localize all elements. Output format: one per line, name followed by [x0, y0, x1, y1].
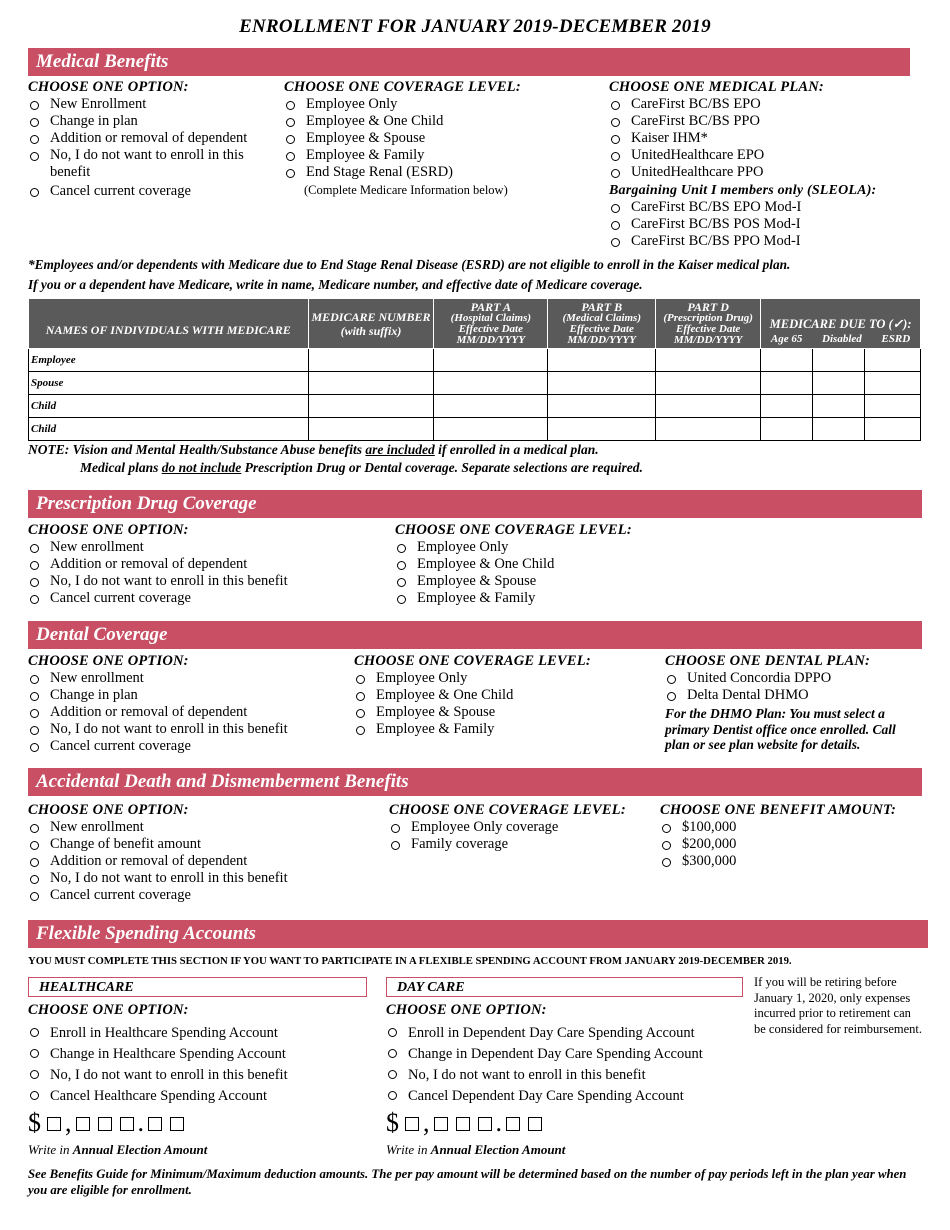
radio-carefirst-epo[interactable]: CareFirst BC/BS EPO [609, 96, 919, 113]
add-amount-group [660, 802, 930, 870]
fsa-instruction: YOU MUST COMPLETE THIS SECTION IF YOU WANT TO PARTICIPATE IN A FLEXIBLE SPENDING ACCOUNT FROM JANUARY 2019-DECEMBER 2019. [28, 955, 792, 967]
check-esrd[interactable] [864, 372, 920, 395]
input-part-b[interactable] [548, 349, 656, 372]
input-medicare-number[interactable] [308, 395, 434, 418]
check-disabled[interactable] [813, 372, 865, 395]
radio-new-enrollment[interactable]: New enrollment [28, 670, 348, 687]
input-part-b[interactable] [548, 395, 656, 418]
esrd-kaiser-note: *Employees and/or dependents with Medicare due to End Stage Renal Disease (ESRD) are not eligible to enroll in the Kaiser medical plan. [28, 257, 791, 272]
dhmo-note: For the DHMO Plan: You must select a primary Dentist office once enrolled. Call plan or see plan website for details. [665, 706, 896, 752]
radio-employee-only[interactable]: Employee Only [395, 539, 745, 556]
input-part-d[interactable] [656, 349, 761, 372]
radio-carefirst-pos-mod[interactable]: CareFirst BC/BS POS Mod-I [609, 216, 919, 233]
section-header-dental: Dental Coverage [28, 621, 922, 649]
plans-note: Medical plans do not include Prescription Drug or Dental coverage. Separate selections are required. [80, 460, 643, 475]
radio-employee-family[interactable]: Employee & Family [284, 147, 604, 164]
radio-employee-spouse[interactable]: Employee & Spouse [284, 130, 604, 147]
radio-kaiser[interactable]: Kaiser IHM* [609, 130, 919, 147]
prescription-level-group [395, 522, 745, 607]
radio-employee-one-child[interactable]: Employee & One Child [395, 556, 745, 573]
radio-delta-dental[interactable]: Delta Dental DHMO [665, 687, 925, 704]
radio-carefirst-ppo-mod[interactable]: CareFirst BC/BS PPO Mod-I [609, 233, 919, 250]
col-medicare-due: MEDICARE DUE TO (✓): Age 65 Disabled ESRD [761, 299, 921, 349]
radio-cancel-daycare[interactable]: Cancel Dependent Day Care Spending Account [386, 1086, 746, 1107]
radio-200000[interactable]: $200,000 [660, 836, 930, 853]
radio-enroll-healthcare[interactable]: Enroll in Healthcare Spending Account [28, 1023, 378, 1044]
input-part-d[interactable] [656, 418, 761, 441]
radio-change-plan[interactable]: Change in plan [28, 687, 348, 704]
check-disabled[interactable] [813, 349, 865, 372]
check-age-65[interactable] [761, 349, 813, 372]
input-part-a[interactable] [434, 372, 548, 395]
level-header: CHOOSE ONE COVERAGE LEVEL: [389, 802, 626, 818]
radio-united-concordia[interactable]: United Concordia DPPO [665, 670, 925, 687]
dental-level-group [354, 653, 654, 738]
daycare-election-caption: Write in Annual Election Amount [386, 1142, 566, 1157]
radio-decline[interactable]: No, I do not want to enroll in this benefit [28, 573, 378, 590]
healthcare-election-caption: Write in Annual Election Amount [28, 1142, 208, 1157]
medical-plan-group [609, 79, 919, 250]
daycare-label: DAY CARE [386, 977, 743, 997]
radio-change-healthcare[interactable]: Change in Healthcare Spending Account [28, 1044, 378, 1065]
radio-change-amount[interactable]: Change of benefit amount [28, 836, 378, 853]
section-header-medical: Medical Benefits [28, 48, 910, 76]
radio-change-plan[interactable]: Change in plan [28, 113, 278, 130]
radio-employee-family[interactable]: Employee & Family [354, 721, 654, 738]
vision-note: NOTE: Vision and Mental Health/Substance Abuse benefits are included if enrolled in a medical plan. [28, 442, 599, 457]
row-label: Child [29, 418, 309, 441]
input-part-d[interactable] [656, 372, 761, 395]
col-medicare-number: MEDICARE NUMBER (with suffix) [308, 299, 434, 349]
radio-add-remove-dependent[interactable]: Addition or removal of dependent [28, 556, 378, 573]
table-row [29, 349, 921, 372]
radio-employee-spouse[interactable]: Employee & Spouse [354, 704, 654, 721]
plan-header: CHOOSE ONE MEDICAL PLAN: [609, 79, 824, 95]
row-label: Child [29, 395, 309, 418]
radio-employee-only[interactable]: Employee Only [284, 96, 604, 113]
check-disabled[interactable] [813, 395, 865, 418]
radio-carefirst-epo-mod[interactable]: CareFirst BC/BS EPO Mod-I [609, 199, 919, 216]
radio-decline[interactable]: No, I do not want to enroll in this benefit [28, 147, 270, 181]
table-row [29, 418, 921, 441]
option-header: CHOOSE ONE OPTION: [28, 522, 189, 538]
radio-employee-spouse[interactable]: Employee & Spouse [395, 573, 745, 590]
option-header: CHOOSE ONE OPTION: [28, 653, 189, 669]
radio-family[interactable]: Family coverage [389, 836, 649, 853]
add-option-group [28, 802, 378, 904]
section-header-prescription: Prescription Drug Coverage [28, 490, 922, 518]
healthcare-option-group [28, 1002, 378, 1107]
radio-300000[interactable]: $300,000 [660, 853, 930, 870]
radio-uhc-epo[interactable]: UnitedHealthcare EPO [609, 147, 919, 164]
prescription-option-group [28, 522, 378, 607]
check-esrd[interactable] [864, 418, 920, 441]
page-title: ENROLLMENT FOR JANUARY 2019-DECEMBER 2019 [239, 16, 711, 37]
input-part-b[interactable] [548, 418, 656, 441]
col-part-d: PART D (Prescription Drug) Effective Date MM/DD/YYYY [656, 299, 761, 349]
section-header-add: Accidental Death and Dismemberment Benefits [28, 768, 922, 796]
level-header: CHOOSE ONE COVERAGE LEVEL: [354, 653, 591, 669]
due-esrd: ESRD [881, 333, 911, 345]
radio-new-enrollment[interactable]: New enrollment [28, 539, 378, 556]
daycare-option-group [386, 1002, 746, 1107]
option-header: CHOOSE ONE OPTION: [28, 1002, 189, 1018]
col-part-a: PART A (Hospital Claims) Effective Date MM/DD/YYYY [434, 299, 548, 349]
check-esrd[interactable] [864, 349, 920, 372]
option-header: CHOOSE ONE OPTION: [28, 802, 189, 818]
radio-decline[interactable]: No, I do not want to enroll in this benefit [28, 870, 378, 887]
radio-employee-only[interactable]: Employee Only coverage [389, 819, 649, 836]
radio-carefirst-ppo[interactable]: CareFirst BC/BS PPO [609, 113, 919, 130]
input-medicare-number[interactable] [308, 372, 434, 395]
table-row [29, 395, 921, 418]
input-medicare-number[interactable] [308, 349, 434, 372]
radio-employee-one-child[interactable]: Employee & One Child [354, 687, 654, 704]
check-age-65[interactable] [761, 395, 813, 418]
check-disabled[interactable] [813, 418, 865, 441]
due-disabled: Disabled [822, 333, 862, 345]
amount-header: CHOOSE ONE BENEFIT AMOUNT: [660, 802, 897, 818]
medical-option-group [28, 79, 278, 200]
healthcare-amount-input[interactable]: $ , . [28, 1108, 188, 1138]
row-label: Employee [29, 349, 309, 372]
option-header: CHOOSE ONE OPTION: [28, 79, 189, 95]
radio-uhc-ppo[interactable]: UnitedHealthcare PPO [609, 164, 919, 181]
radio-enroll-daycare[interactable]: Enroll in Dependent Day Care Spending Account [386, 1023, 746, 1044]
table-row [29, 372, 921, 395]
level-header: CHOOSE ONE COVERAGE LEVEL: [395, 522, 632, 538]
radio-cancel[interactable]: Cancel current coverage [28, 590, 378, 607]
radio-decline-healthcare[interactable]: No, I do not want to enroll in this benefit [28, 1065, 378, 1086]
healthcare-label: HEALTHCARE [28, 977, 367, 997]
row-label: Spouse [29, 372, 309, 395]
esrd-note: (Complete Medicare Information below) [304, 183, 508, 197]
radio-employee-one-child[interactable]: Employee & One Child [284, 113, 604, 130]
due-age-65: Age 65 [770, 333, 803, 345]
check-esrd[interactable] [864, 395, 920, 418]
radio-new-enrollment[interactable]: New enrollment [28, 819, 378, 836]
radio-cancel[interactable]: Cancel current coverage [28, 887, 378, 904]
input-part-b[interactable] [548, 372, 656, 395]
radio-cancel[interactable]: Cancel current coverage [28, 738, 348, 755]
medicare-table [28, 298, 921, 441]
input-medicare-number[interactable] [308, 418, 434, 441]
radio-100000[interactable]: $100,000 [660, 819, 930, 836]
radio-esrd[interactable]: End Stage Renal (ESRD) [284, 164, 604, 181]
dental-plan-group [665, 653, 925, 753]
input-part-d[interactable] [656, 395, 761, 418]
radio-add-remove-dependent[interactable]: Addition or removal of dependent [28, 130, 278, 147]
radio-decline[interactable]: No, I do not want to enroll in this benefit [28, 721, 348, 738]
medical-level-group [284, 79, 604, 198]
check-age-65[interactable] [761, 372, 813, 395]
daycare-amount-input[interactable]: $ , . [386, 1108, 546, 1138]
radio-new-enrollment[interactable]: New Enrollment [28, 96, 278, 113]
section-header-fsa: Flexible Spending Accounts [28, 920, 928, 948]
col-part-b: PART B (Medical Claims) Effective Date MM/DD/YYYY [548, 299, 656, 349]
fsa-footer-note: See Benefits Guide for Minimum/Maximum deduction amounts. The per pay amount will be determined based on the number of pay periods left in the plan year when you are eligible for enrollment. [28, 1167, 907, 1197]
input-part-a[interactable] [434, 418, 548, 441]
input-part-a[interactable] [434, 349, 548, 372]
radio-add-remove-dependent[interactable]: Addition or removal of dependent [28, 704, 348, 721]
plan-header: CHOOSE ONE DENTAL PLAN: [665, 653, 871, 669]
level-header: CHOOSE ONE COVERAGE LEVEL: [284, 79, 521, 95]
radio-cancel-healthcare[interactable]: Cancel Healthcare Spending Account [28, 1086, 378, 1107]
radio-employee-only[interactable]: Employee Only [354, 670, 654, 687]
medicare-instruction: If you or a dependent have Medicare, write in name, Medicare number, and effective date of Medicare coverage. [28, 277, 643, 292]
retiring-note: If you will be retiring before January 1, 2020, only expenses incurred prior to retirement can be considered for reimbursement. [754, 975, 922, 1036]
input-part-a[interactable] [434, 395, 548, 418]
radio-decline-daycare[interactable]: No, I do not want to enroll in this benefit [386, 1065, 746, 1086]
radio-add-remove-dependent[interactable]: Addition or removal of dependent [28, 853, 378, 870]
col-names: NAMES OF INDIVIDUALS WITH MEDICARE [29, 299, 309, 349]
check-age-65[interactable] [761, 418, 813, 441]
radio-cancel[interactable]: Cancel current coverage [28, 183, 278, 200]
dental-option-group [28, 653, 348, 755]
radio-change-daycare[interactable]: Change in Dependent Day Care Spending Account [386, 1044, 746, 1065]
radio-employee-family[interactable]: Employee & Family [395, 590, 745, 607]
bargaining-header: Bargaining Unit I members only (SLEOLA): [609, 183, 877, 198]
option-header: CHOOSE ONE OPTION: [386, 1002, 547, 1018]
add-level-group [389, 802, 649, 853]
